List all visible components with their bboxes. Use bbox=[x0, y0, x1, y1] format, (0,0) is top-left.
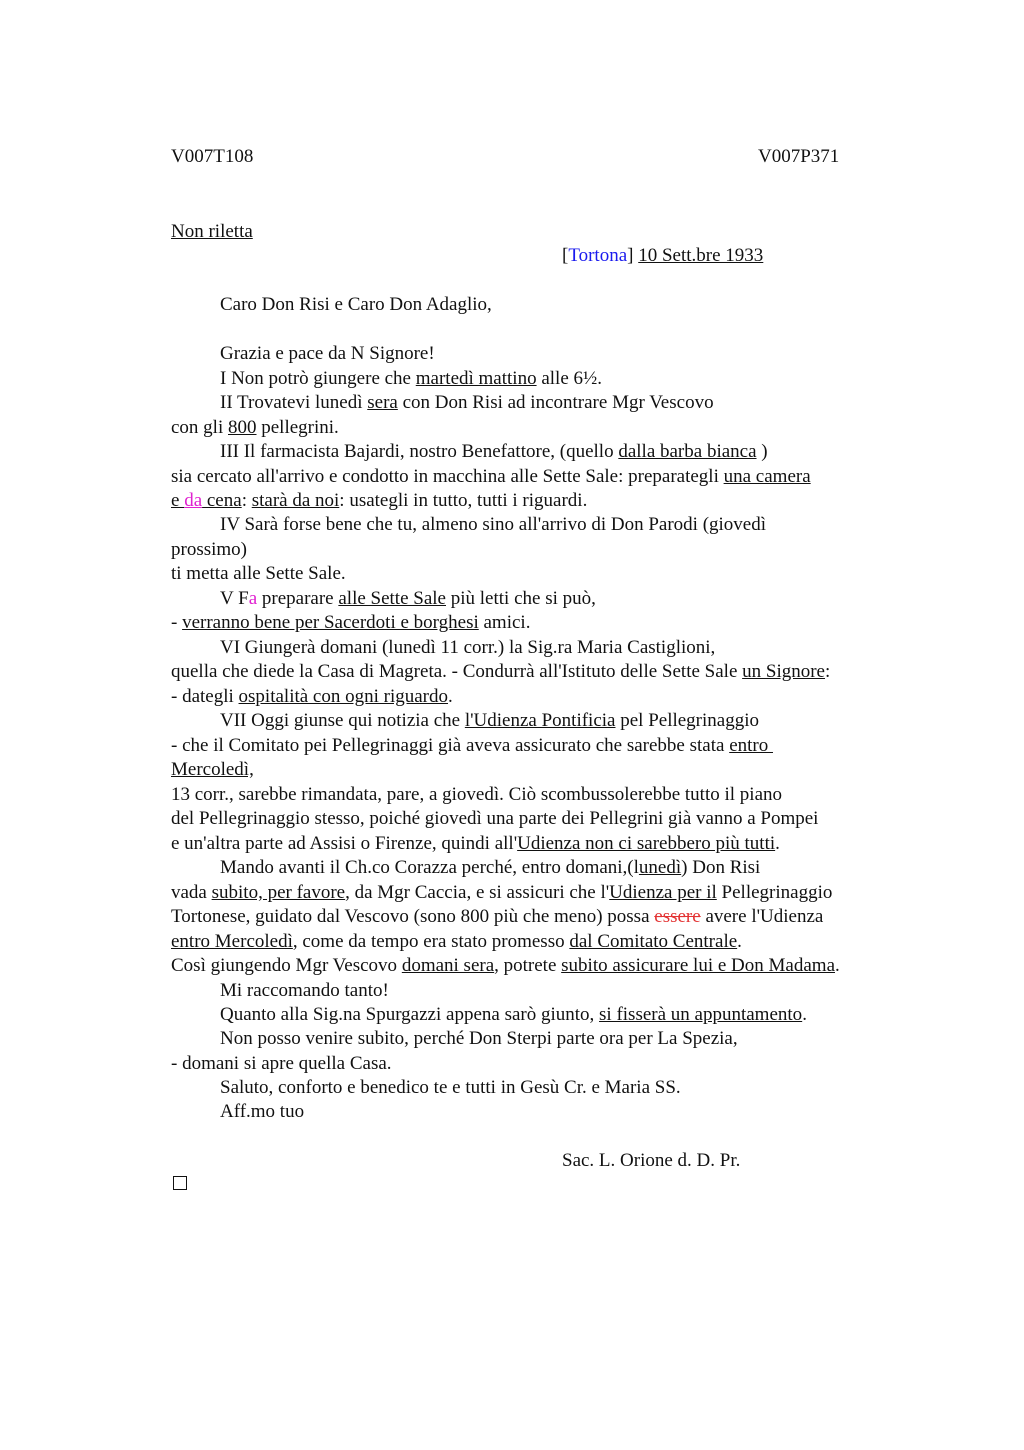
text-line: VI Giungerà domani (lunedì 11 corr.) la Sig.ra Maria Castiglioni, bbox=[220, 637, 716, 658]
text-line: e da cena: starà da noi: usategli in tutto, tutti i riguardi. bbox=[171, 490, 588, 511]
text-line: V Fa preparare alle Sette Sale più letti che si può, bbox=[220, 588, 596, 609]
text-line: prossimo) bbox=[171, 539, 247, 560]
text-line: Mercoledì, bbox=[171, 759, 254, 780]
text-line: III Il farmacista Bajardi, nostro Benefattore, (quello dalla barba bianca ) bbox=[220, 441, 768, 462]
text-line: IV Sarà forse bene che tu, almeno sino all'arrivo di Don Parodi (giovedì bbox=[220, 514, 767, 535]
text-line: Non posso venire subito, perché Don Sterpi parte ora per La Spezia, bbox=[220, 1028, 738, 1049]
letter-date: 10 Sett.bre 1933 bbox=[638, 245, 764, 266]
archive-code-right: V007P371 bbox=[758, 146, 840, 167]
bracket-open: [ bbox=[562, 245, 569, 266]
text-line: Così giungendo Mgr Vescovo domani sera, potrete subito assicurare lui e Don Madama. bbox=[171, 955, 840, 976]
text-line: e un'altra parte ad Assisi o Firenze, quindi all'Udienza non ci sarebbero più tutti. bbox=[171, 833, 780, 854]
text-line: Saluto, conforto e benedico te e tutti in Gesù Cr. e Maria SS. bbox=[220, 1077, 681, 1098]
text-line: I Non potrò giungere che martedì mattino alle 6½. bbox=[220, 368, 603, 389]
text-line: Mando avanti il Ch.co Corazza perché, entro domani,(lunedì) Don Risi bbox=[220, 857, 761, 878]
status-note: Non riletta bbox=[171, 221, 253, 242]
text-line: del Pellegrinaggio stesso, poiché giovedì una parte dei Pellegrini già vanno a Pompei bbox=[171, 808, 819, 829]
text-line: Quanto alla Sig.na Spurgazzi appena sarò giunto, si fisserà un appuntamento. bbox=[220, 1004, 807, 1025]
text-line: Mi raccomando tanto! bbox=[220, 980, 389, 1001]
text-line: II Trovatevi lunedì sera con Don Risi ad incontrare Mgr Vescovo bbox=[220, 392, 714, 413]
checkbox-square[interactable] bbox=[173, 1176, 187, 1190]
text-line: - dategli ospitalità con ogni riguardo. bbox=[171, 686, 453, 707]
bracket-close: ] bbox=[627, 245, 634, 266]
signature: Sac. L. Orione d. D. Pr. bbox=[562, 1150, 741, 1171]
text-line: - che il Comitato pei Pellegrinaggi già aveva assicurato che sarebbe stata entro bbox=[171, 735, 773, 756]
dateline bbox=[562, 244, 763, 269]
text-line: ti metta alle Sette Sale. bbox=[171, 563, 346, 584]
text-line: vada subito, per favore, da Mgr Caccia, e si assicuri che l'Udienza per il Pellegrinaggio bbox=[171, 882, 833, 903]
text-line: sia cercato all'arrivo e condotto in macchina alle Sette Sale: preparategli una camera bbox=[171, 466, 811, 487]
text-line: entro Mercoledì, come da tempo era stato promesso dal Comitato Centrale. bbox=[171, 931, 742, 952]
salutation: Caro Don Risi e Caro Don Adaglio, bbox=[220, 294, 492, 315]
archive-code-left: V007T108 bbox=[171, 146, 254, 167]
text-line: VII Oggi giunse qui notizia che l'Udienza Pontificia pel Pellegrinaggio bbox=[220, 710, 760, 731]
text-line: 13 corr., sarebbe rimandata, pare, a giovedì. Ciò scombussolerebbe tutto il piano bbox=[171, 784, 782, 805]
text-line: quella che diede la Casa di Magreta. - Condurrà all'Istituto delle Sette Sale un Signore: bbox=[171, 661, 831, 682]
text-line: - verranno bene per Sacerdoti e borghesi amici. bbox=[171, 612, 531, 633]
closing: Aff.mo tuo bbox=[220, 1101, 305, 1122]
struck-word: essere bbox=[654, 906, 701, 927]
text-line: con gli 800 pellegrini. bbox=[171, 417, 339, 438]
greeting: Grazia e pace da N Signore! bbox=[220, 343, 435, 364]
text-line: - domani si apre quella Casa. bbox=[171, 1053, 392, 1074]
text-line: Tortonese, guidato dal Vescovo (sono 800 più che meno) possa essere avere l'Udienza bbox=[171, 906, 824, 927]
place-name: Tortona bbox=[568, 245, 628, 266]
